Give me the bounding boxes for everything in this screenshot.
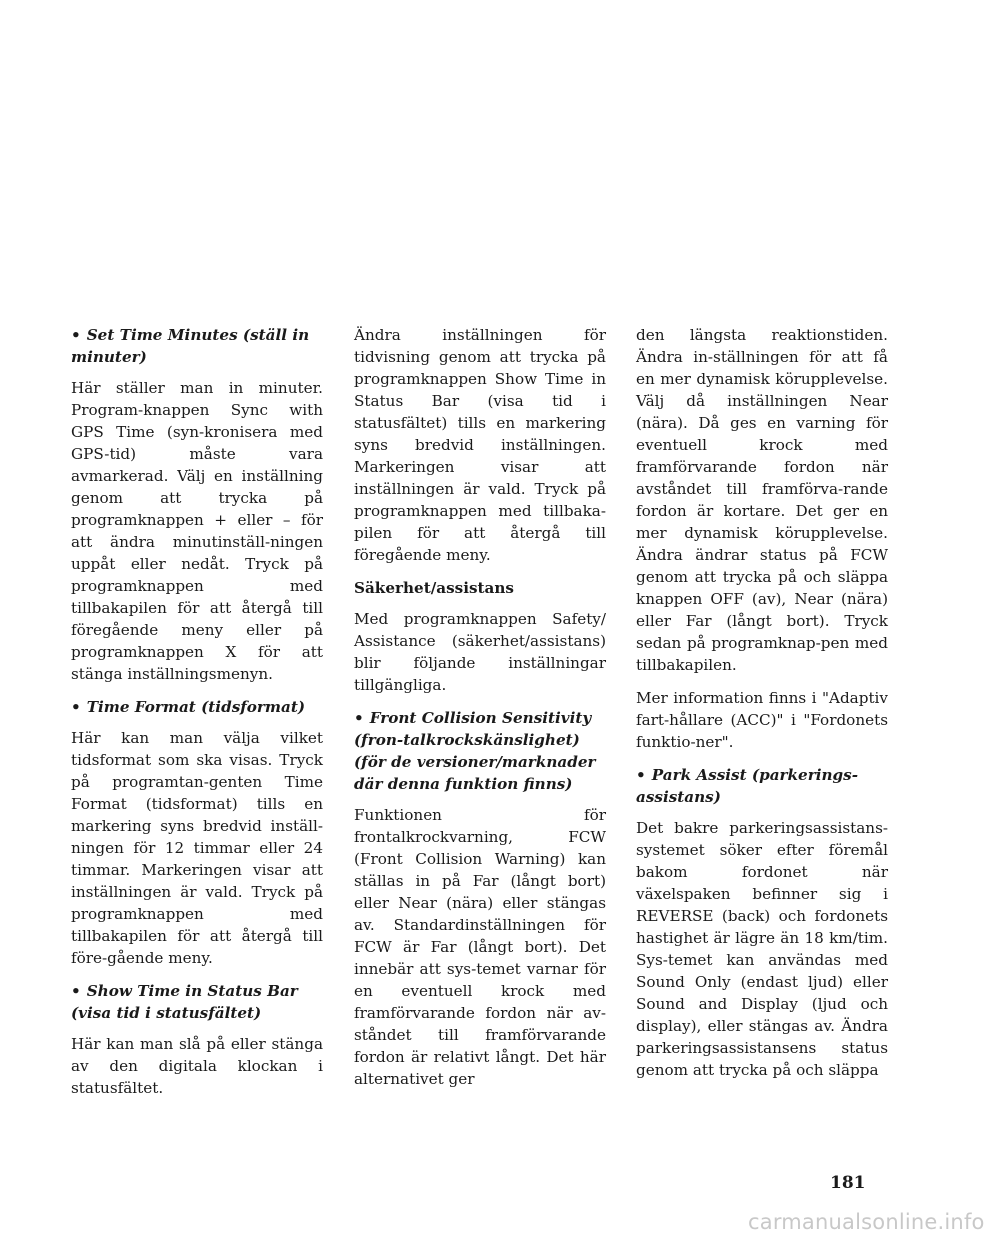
bullet-icon: • <box>71 326 81 344</box>
paragraph: Här ställer man in minuter. Program-knappen Sync with GPS Time (syn-kronisera med GPS-tid) måste vara avmarkerad. Välj en inställning genom att trycka på programknappen + eller – för att ändra minutinställ-ningen uppåt eller nedåt. Tryck på programknappen med tillbakapilen för att återgå till föregående meny eller på programknappen X för att stänga inställningsmenyn. <box>71 379 323 683</box>
bullet-heading-set-time-minutes: • Set Time Minutes (ställ in minuter) <box>71 326 310 366</box>
column-right <box>636 324 888 1092</box>
bullet-icon: • <box>636 766 646 784</box>
paragraph: Här kan man slå på eller stänga av den digitala klockan i statusfältet. <box>71 1035 323 1097</box>
paragraph: Funktionen för frontalkrockvarning, FCW (Front Collision Warning) kan ställas in på Far (långt bort) eller Near (nära) eller stängas av. Standardinställningen för FCW är Far (långt bort). Det innebär att sys-temet varnar för en eventuell krock med framförvarande fordon när av-ståndet till framförvarande fordon är relativt långt. Det här alternativet ger <box>354 806 606 1088</box>
paragraph: Det bakre parkeringsassistans-systemet söker efter föremål bakom fordonet när växelspaken befinner sig i REVERSE (back) och fordonets hastighet är lägre än 18 km/tim. Sys-temet kan användas med Sound Only (endast ljud) eller Sound and Display (ljud och display), eller stängas av. Ändra parkeringsassistansens status genom att trycka på och släppa <box>636 819 888 1079</box>
section-heading: Säkerhet/assistans <box>354 579 514 597</box>
bullet-heading-show-time: • Show Time in Status Bar (visa tid i statusfältet) <box>71 982 298 1022</box>
bullet-heading-front-collision: • Front Collision Sensitivity (fron-talkrockskänslighet) (för de versioner/marknader där denna funktion finns) <box>354 709 596 793</box>
bullet-icon: • <box>71 982 81 1000</box>
paragraph: Med programknappen Safety/ Assistance (säkerhet/assistans) blir följande inställningar tillgängliga. <box>354 610 606 694</box>
column-middle <box>354 324 606 1101</box>
bullet-icon: • <box>71 698 81 716</box>
column-left <box>71 324 323 1110</box>
page-number: 181 <box>830 1173 866 1193</box>
footer-watermark[interactable]: carmanualsonline.info <box>748 1210 985 1234</box>
paragraph: Ändra inställningen för tidvisning genom att trycka på programknappen Show Time in Status Bar (visa tid i statusfältet) tills en markering syns bredvid inställningen. Markeringen visar att inställningen är vald. Tryck på programknappen med tillbaka-pilen för att återgå till föregående meny. <box>354 326 606 564</box>
bullet-icon: • <box>354 709 364 727</box>
paragraph: den längsta reaktionstiden. Ändra in-ställningen för att få en mer dynamisk körupplevelse. Välj då inställningen Near (nära). Då ges en varning för eventuell krock med framförvarande fordon när avståndet till framförva-rande fordon är kortare. Det ger en mer dynamisk körupplevelse. Ändra ändrar status på FCW genom att trycka på och släppa knappen OFF (av), Near (nära) eller Far (långt bort). Tryck sedan på programknap-pen med tillbakapilen. <box>636 326 888 674</box>
paragraph: Mer information finns i "Adaptiv fart-hållare (ACC)" i "Fordonets funktio-ner". <box>636 689 888 751</box>
bullet-heading-time-format: • Time Format (tidsformat) <box>71 698 306 716</box>
paragraph: Här kan man välja vilket tidsformat som ska visas. Tryck på programtan-genten Time Format (tidsformat) tills en markering syns bredvid inställ-ningen för 12 timmar eller 24 timmar. Markeringen visar att inställningen är vald. Tryck på programknappen med tillbakapilen för att återgå till före-gående meny. <box>71 729 323 967</box>
bullet-heading-park-assist: • Park Assist (parkerings-assistans) <box>636 766 859 806</box>
